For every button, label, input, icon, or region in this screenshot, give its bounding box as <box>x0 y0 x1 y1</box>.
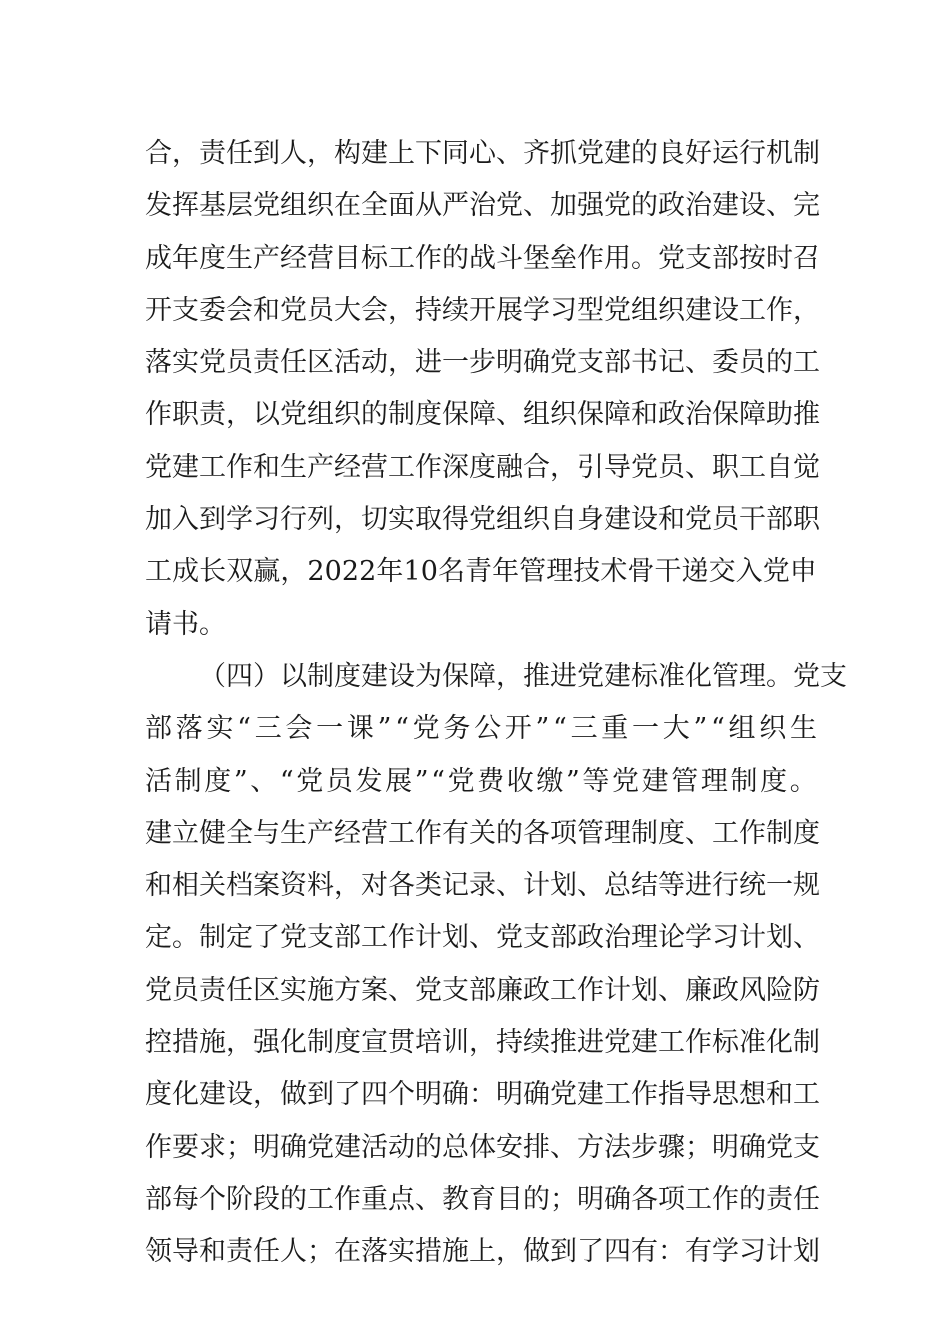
text-line: 开 支 委 会 和 党 员 大 会 ， 持 续 开 展 学 习 型 党 组 织 建 设 工 作 ， <box>145 294 820 326</box>
text-line: 活 制 度 ” 、 “ 党 员 发 展 ” “ 党 费 收 缴 ” 等 党 建 管 理 制 度 。 <box>145 765 817 797</box>
text-line: 作 要 求 ； 明 确 党 建 活 动 的 总 体 安 排 、 方 法 步 骤 ； 明 确 党 支 <box>145 1131 820 1163</box>
text-line: 建 立 健 全 与 生 产 经 营 工 作 有 关 的 各 项 管 理 制 度 、 工 作 制 度 <box>145 817 820 849</box>
text-line: 定 。 制 定 了 党 支 部 工 作 计 划 、 党 支 部 政 治 理 论 学 习 计 划 、 <box>145 922 820 954</box>
text-line: 合 ， 责 任 到 人 ， 构 建 上 下 同 心 、 齐 抓 党 建 的 良 好 运 行 机 制 <box>145 138 820 169</box>
text-line: 控 措 施 ， 强 化 制 度 宣 贯 培 训 ， 持 续 推 进 党 建 工 作 标 准 化 制 <box>145 1027 820 1059</box>
text-line: 成 年 度 生 产 经 营 目 标 工 作 的 战 斗 堡 垒 作 用 。 党 支 部 按 时 召 <box>145 242 820 274</box>
text-line: 部 落 实 “ 三 会 一 课 ” “ 党 务 公 开 ” “ 三 重 一 大 ” “ 组 织 生 <box>145 713 817 745</box>
text-line: 落 实 党 员 责 任 区 活 动 ， 进 一 步 明 确 党 支 部 书 记 、 委 员 的 工 <box>145 347 820 379</box>
text-line: 党 建 工 作 和 生 产 经 营 工 作 深 度 融 合 ， 引 导 党 员 、 职 工 自 觉 <box>145 451 820 483</box>
text-line: 度 化 建 设 ， 做 到 了 四 个 明 确 ： 明 确 党 建 工 作 指 导 思 想 和 工 <box>145 1079 820 1111</box>
text-line: 加 入 到 学 习 行 列 ， 切 实 取 得 党 组 织 自 身 建 设 和 党 员 干 部 职 <box>145 504 820 536</box>
paragraph-end-line: 请书。 <box>145 608 226 640</box>
text-line: 和 相 关 档 案 资 料 ， 对 各 类 记 录 、 计 划 、 总 结 等 进 行 统 一 规 <box>145 870 820 902</box>
text-line: 作 职 责 ， 以 党 组 织 的 制 度 保 障 、 组 织 保 障 和 政 治 保 障 助 推 <box>145 399 820 431</box>
text-line: 领 导 和 责 任 人 ； 在 落 实 措 施 上 ， 做 到 了 四 有 ： 有 学 习 计 划 <box>145 1236 820 1268</box>
section-heading-line: （ 四 ） 以 制 度 建 设 为 保 障 ， 推 进 党 建 标 准 化 管 理 。 党 支 <box>199 660 847 692</box>
document-body <box>145 128 847 1279</box>
text-line: 发 挥 基 层 党 组 织 在 全 面 从 严 治 党 、 加 强 党 的 政 治 建 设 、 完 <box>145 190 820 222</box>
text-line: 党 员 责 任 区 实 施 方 案 、 党 支 部 廉 政 工 作 计 划 、 廉 政 风 险 防 <box>145 974 820 1006</box>
text-line: 部 每 个 阶 段 的 工 作 重 点 、 教 育 目 的 ； 明 确 各 项 工 作 的 责 任 <box>145 1183 820 1215</box>
text-line: 工 成 长 双 赢 ， 2 0 2 2 年 1 0 名 青 年 管 理 技 术 骨 干 递 交 入 党 申 <box>145 556 817 588</box>
